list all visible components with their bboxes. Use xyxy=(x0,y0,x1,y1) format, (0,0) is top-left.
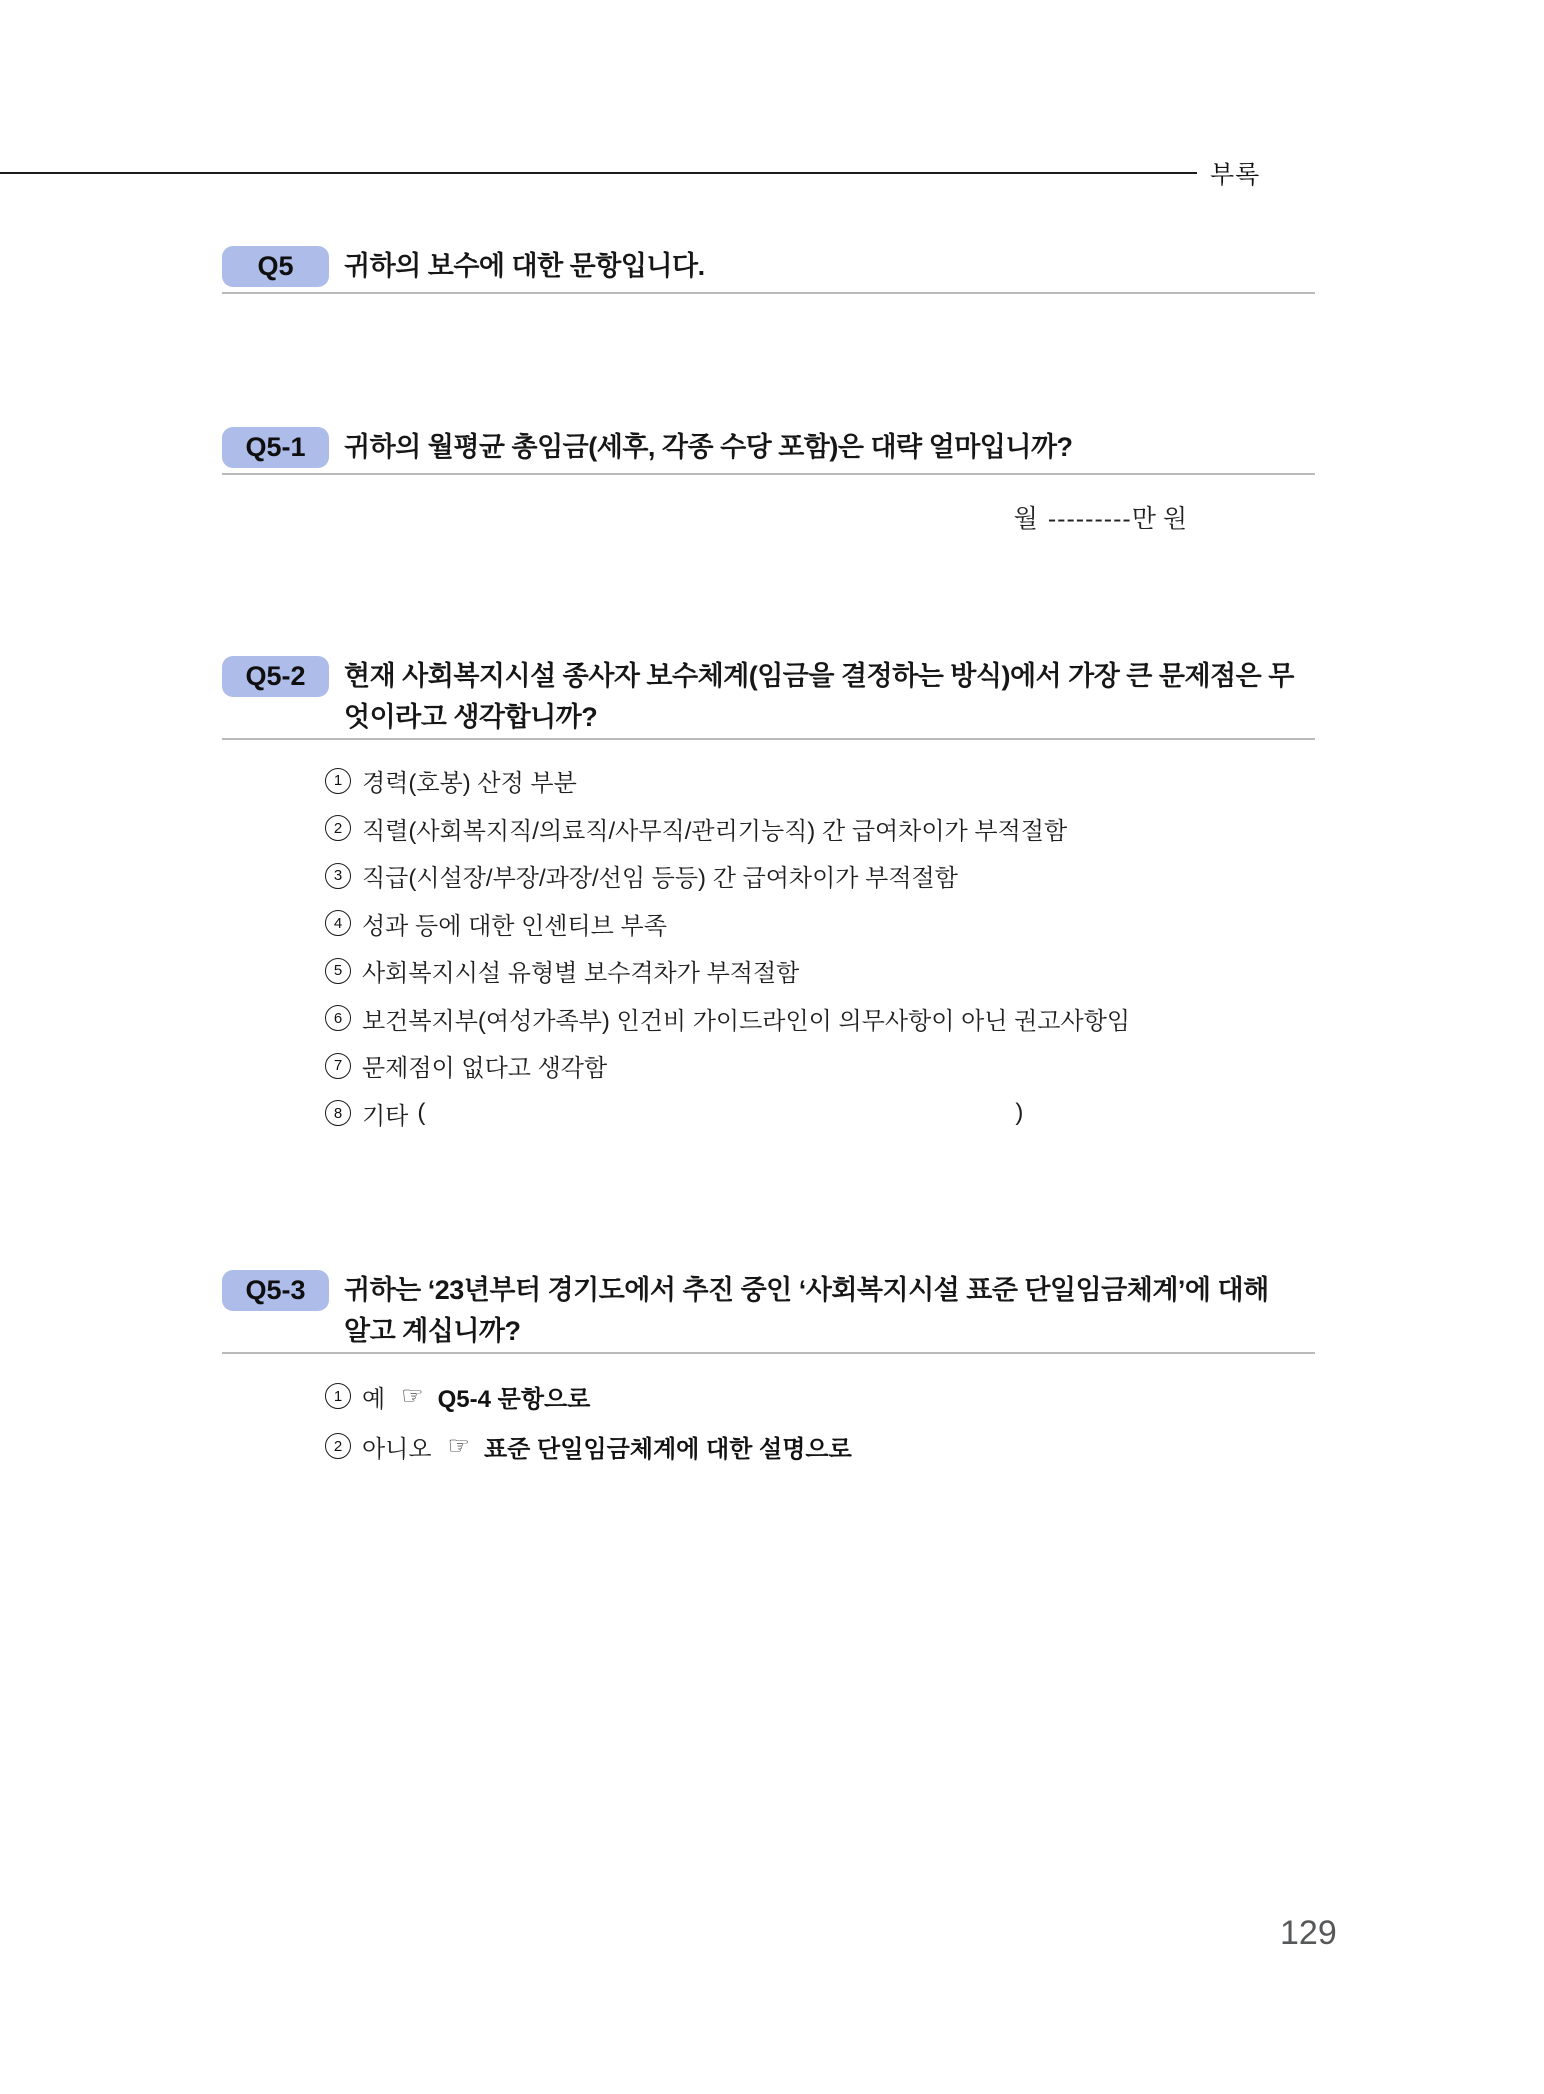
option-list xyxy=(222,1371,1315,1471)
etc-paren-open: ( xyxy=(417,1099,426,1127)
option-number: 4 xyxy=(325,910,351,936)
question-q5-2-header xyxy=(222,656,1315,740)
question-q5-3-header xyxy=(222,1270,1315,1354)
option-label: 예 xyxy=(362,1385,386,1413)
option-list xyxy=(222,757,1315,1137)
option-label: 직급(시설장/부장/과장/선임 등등) 간 급여차이가 부적절함 xyxy=(362,865,958,893)
option-number: 1 xyxy=(325,1383,351,1409)
option-number: 6 xyxy=(325,1005,351,1031)
option-label: 아니오 xyxy=(362,1435,432,1463)
option-1 xyxy=(325,757,1315,805)
question-q5-1-header xyxy=(222,427,1315,475)
question-badge: Q5-3 xyxy=(222,1270,329,1311)
option-number: 2 xyxy=(325,815,351,841)
option-label: 사회복지시설 유형별 보수격차가 부적절함 xyxy=(362,960,800,988)
option-label: 성과 등에 대한 인센티브 부족 xyxy=(362,912,667,940)
option-number: 8 xyxy=(325,1100,351,1126)
option-3 xyxy=(325,852,1315,900)
question-title: 귀하는 ‘23년부터 경기도에서 추진 중인 ‘사회복지시설 표준 단일임금체계’에 대해 알고 계십니까? xyxy=(344,1275,1269,1346)
option-5 xyxy=(325,947,1315,995)
option-label: 기타 xyxy=(362,1102,409,1130)
question-q5 xyxy=(222,246,1315,294)
appendix-label: 부록 xyxy=(1210,161,1261,189)
option-7 xyxy=(325,1042,1315,1090)
question-title: 귀하의 보수에 대한 문항입니다. xyxy=(344,251,705,281)
goto-instruction: 표준 단일임금체계에 대한 설명으로 xyxy=(483,1435,852,1463)
answer-prefix: 월 xyxy=(1013,505,1038,533)
option-no xyxy=(325,1421,1315,1471)
appendix-header xyxy=(0,155,1544,191)
etc-paren-close: ) xyxy=(1015,1099,1024,1127)
question-badge: Q5-1 xyxy=(222,427,329,468)
question-title: 현재 사회복지시설 종사자 보수체계(임금을 결정하는 방식)에서 가장 큰 문제점은 무엇이라고 생각합니까? xyxy=(344,661,1294,732)
goto-instruction: Q5-4 문항으로 xyxy=(437,1385,591,1413)
question-q5-2 xyxy=(222,656,1315,1137)
pointing-hand-icon: ☞ xyxy=(401,1382,424,1410)
question-q5-3 xyxy=(222,1270,1315,1471)
question-badge: Q5 xyxy=(222,246,329,287)
header-rule xyxy=(0,172,1197,174)
option-6 xyxy=(325,995,1315,1043)
fill-in-answer-line xyxy=(222,499,1315,535)
option-yes xyxy=(325,1371,1315,1421)
page-number: 129 xyxy=(1280,1914,1337,1952)
option-2 xyxy=(325,805,1315,853)
option-label: 경력(호봉) 산정 부분 xyxy=(362,770,577,798)
option-number: 7 xyxy=(325,1053,351,1079)
answer-blank-field: --------- xyxy=(1047,505,1132,533)
question-title: 귀하의 월평균 총임금(세후, 각종 수당 포함)은 대략 얼마입니까? xyxy=(344,432,1073,462)
option-label: 문제점이 없다고 생각함 xyxy=(362,1055,608,1083)
option-number: 1 xyxy=(325,768,351,794)
answer-suffix: 만 원 xyxy=(1131,505,1187,533)
option-number: 2 xyxy=(325,1433,351,1459)
question-q5-header xyxy=(222,246,1315,294)
option-number: 3 xyxy=(325,863,351,889)
question-q5-1 xyxy=(222,427,1315,535)
option-label: 보건복지부(여성가족부) 인건비 가이드라인이 의무사항이 아닌 권고사항임 xyxy=(362,1007,1131,1035)
option-4 xyxy=(325,900,1315,948)
pointing-hand-icon: ☞ xyxy=(447,1432,470,1460)
option-8-etc xyxy=(325,1090,1315,1138)
option-number: 5 xyxy=(325,958,351,984)
question-badge: Q5-2 xyxy=(222,656,329,697)
option-label: 직렬(사회복지직/의료직/사무직/관리기능직) 간 급여차이가 부적절함 xyxy=(362,817,1068,845)
